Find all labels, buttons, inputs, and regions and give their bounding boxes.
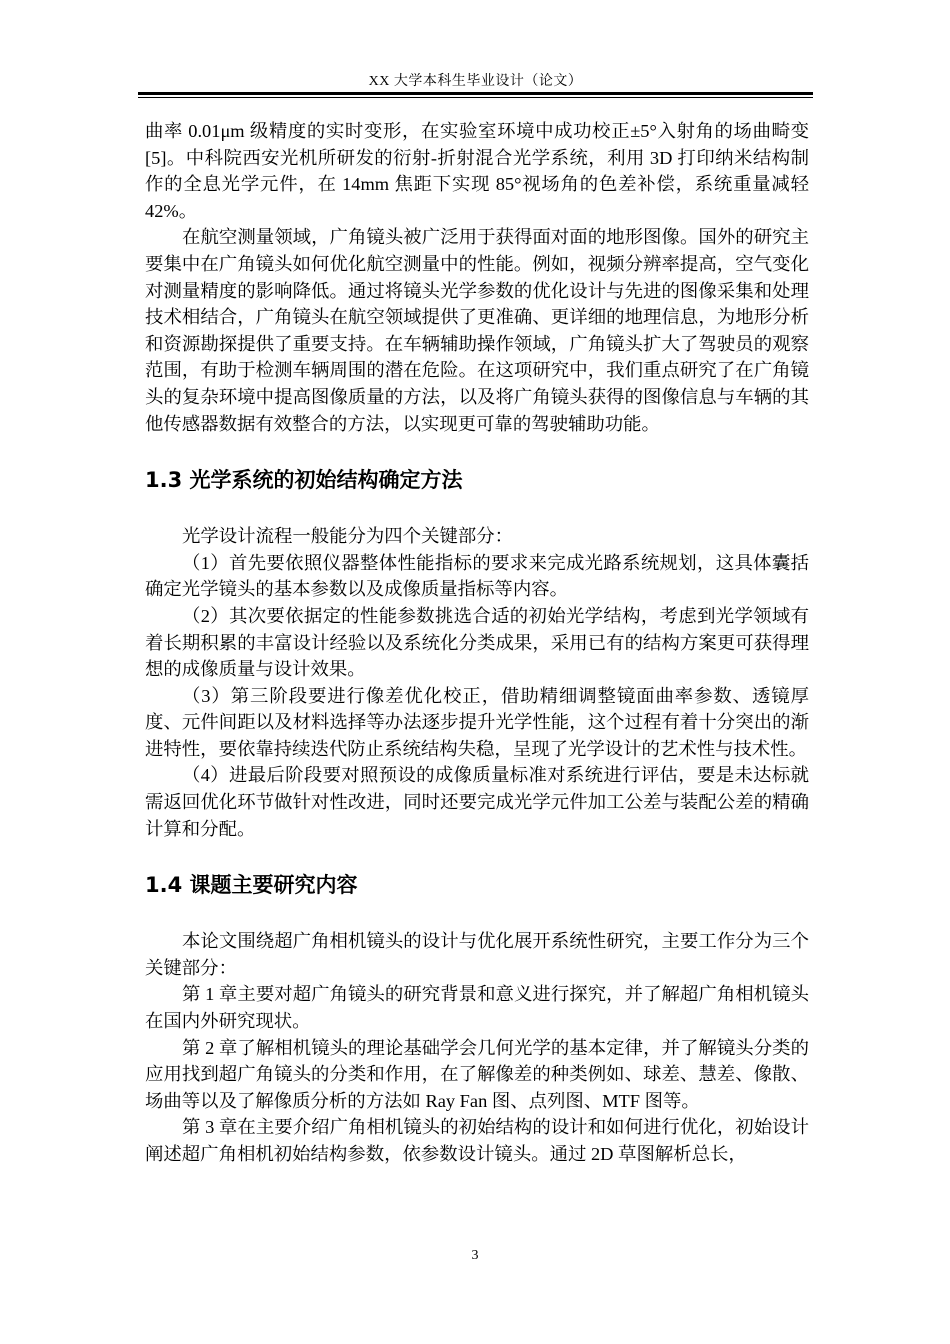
paragraph-continued: 曲率 0.01μm 级精度的实时变形，在实验室环境中成功校正±5°入射角的场曲畸变[5]。中科院西安光机所研发的衍射-折射混合光学系统，利用 3D 打印纳米结构制作的全息光学元件，在 14mm 焦距下实现 85°视场角的色差补偿，系统重量减轻 42%。 [145,121,809,221]
paragraph-aerial-survey: 在航空测量领域，广角镜头被广泛用于获得面对面的地形图像。国外的研究主要集中在广角镜头如何优化航空测量中的性能。例如，视频分辨率提高，空气变化对测量精度的影响降低。通过将镜头光学参数的优化设计与先进的图像采集和处理技术相结合，广角镜头在航空领域提供了更准确、更详细的地理信息，为地形分析和资源勘探提供了重要支持。在车辆辅助操作领域，广角镜头扩大了驾驶员的观察范围，有助于检测车辆周围的潜在危险。在这项研究中，我们重点研究了在广角镜头的复杂环境中提高图像质量的方法，以及将广角镜头获得的图像信息与车辆的其他传感器数据有效整合的方法，以实现更可靠的驾驶辅助功能。 [145,227,809,434]
paragraph-chapter-3: 第 3 章在主要介绍广角相机镜头的初始结构的设计和如何进行优化，初始设计 阐述超广角相机初始结构参数，依参数设计镜头。通过 2D 草图解析总长， [145,1117,809,1164]
section-heading-1-3: 1.3 光学系统的初始结构确定方法 [145,468,463,493]
paragraph-chapter-1: 第 1 章主要对超广角镜头的研究背景和意义进行探究，并了解超广角相机镜头在国内外研究现状。 [145,984,809,1032]
paragraph-step-2: （2）其次要依据定的性能参数挑选合适的初始光学结构，考虑到光学领域有着长期积累的丰富设计经验以及系统化分类成果，采用已有的结构方案更可获得理想的成像质量与设计效果。 [145,605,809,680]
section-heading-1-4: 1.4 课题主要研究内容 [145,873,358,898]
header-rule-thin [138,97,813,98]
paragraph-chapter-2: 第 2 章了解相机镜头的理论基础学会几何光学的基本定律，并了解镜头分类的应用找到超广角镜头的分类和作用，在了解像差的种类例如、球差、慧差、像散、场曲等以及了解像质分析的方法如 Ray Fan 图、点列图、MTF 图等。 [145,1037,809,1111]
running-header: XX 大学本科生毕业设计（论文） [368,74,583,89]
paragraph-research-overview: 本论文围绕超广角相机镜头的设计与优化展开系统性研究，主要工作分为三个关键部分： [145,931,809,978]
paragraph-step-1: （1）首先要依照仪器整体性能指标的要求来完成光路系统规划，这具体囊括确定光学镜头的基本参数以及成像质量指标等内容。 [145,552,809,600]
paragraph-intro-steps: 光学设计流程一般能分为四个关键部分： [182,526,514,547]
page-number: 3 [471,1248,479,1263]
paragraph-step-3: （3）第三阶段要进行像差优化校正，借助精细调整镜面曲率参数、透镜厚度、元件间距以及材料选择等办法逐步提升光学性能，这个过程有着十分突出的渐进特性，要依靠持续迭代防止系统结构失稳，呈现了光学设计的艺术性与技术性。 [145,685,809,759]
header-rule-thick [138,92,813,95]
paragraph-step-4: （4）进最后阶段要对照预设的成像质量标准对系统进行评估，要是未达标就需返回优化环节做针对性改进，同时还要完成光学元件加工公差与装配公差的精确计算和分配。 [145,765,809,839]
body-text [145,118,809,1168]
